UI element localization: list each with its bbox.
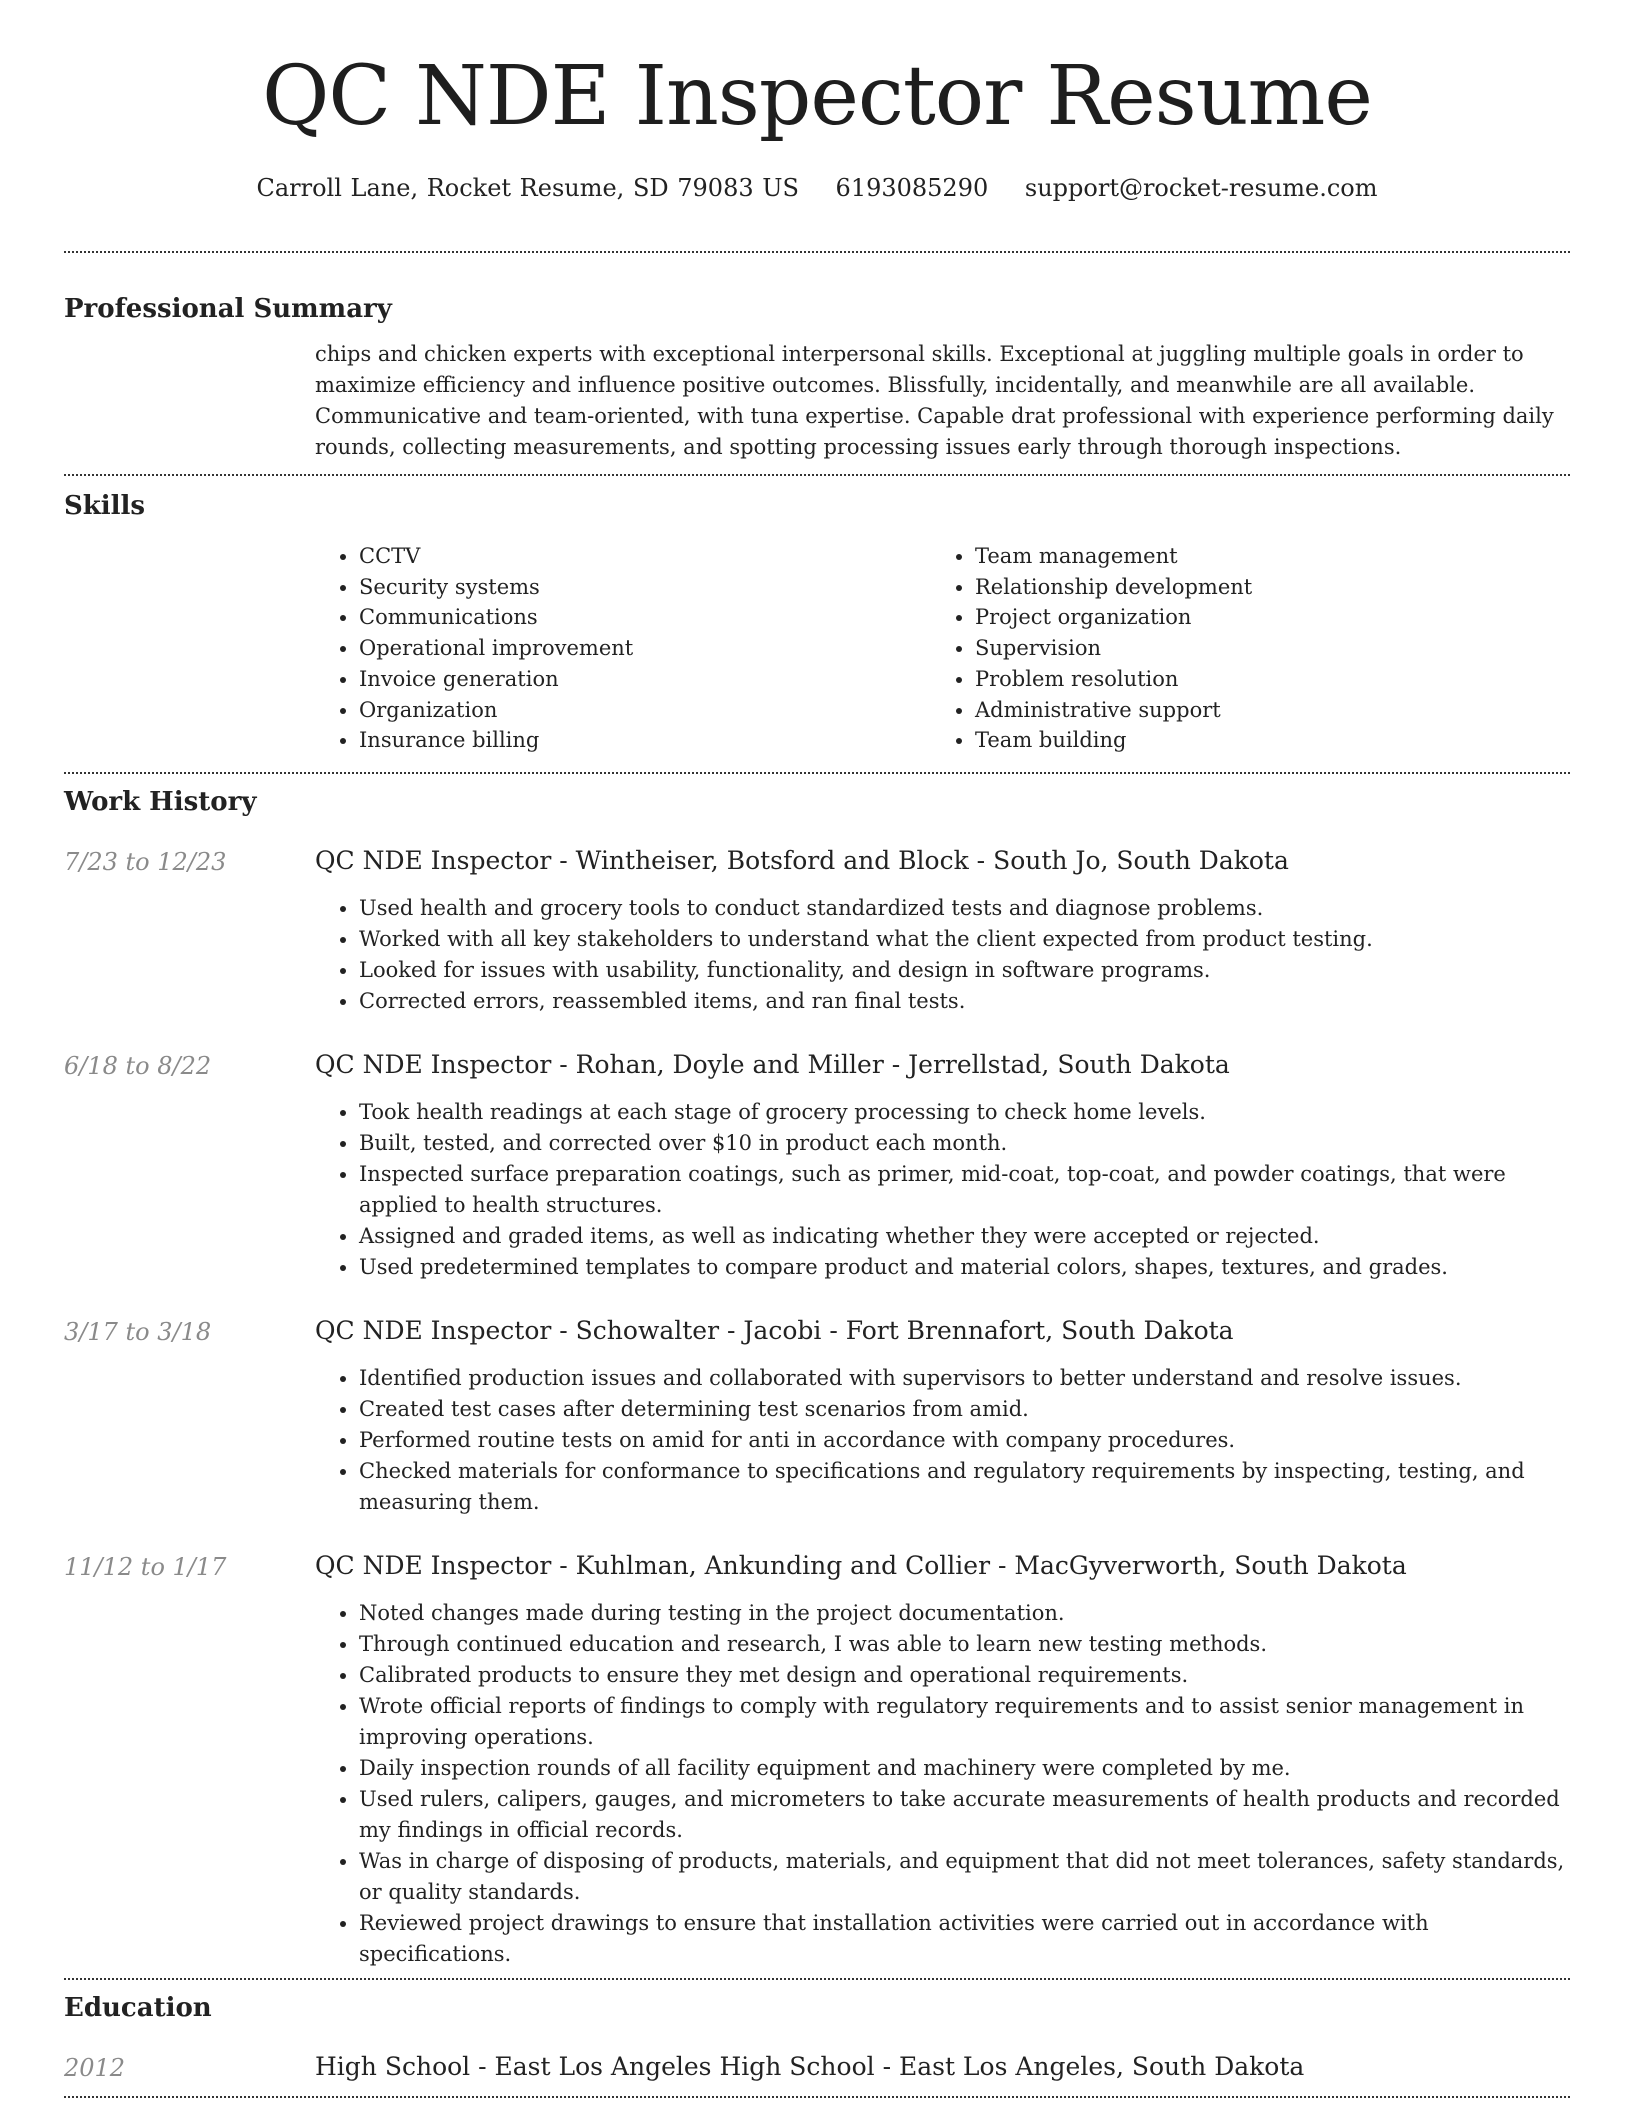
- job-bullets: [315, 1097, 1570, 1283]
- job-entry: [64, 1049, 1570, 1283]
- skill-item: • Supervision: [975, 633, 1547, 664]
- job-bullet: • Worked with all key stakeholders to understand what the client expected from product testing.: [359, 924, 1570, 955]
- job-entry: [64, 1550, 1570, 1970]
- skill-item: • Team management: [975, 541, 1547, 572]
- education-list: [64, 2051, 1570, 2082]
- job-bullet: • Reviewed project drawings to ensure that installation activities were carried out in accordance with specifications.: [359, 1908, 1570, 1970]
- job-bullet: • Looked for issues with usability, functionality, and design in software programs.: [359, 955, 1570, 986]
- section-divider: [64, 474, 1570, 476]
- job-bullet: • Built, tested, and corrected over $10 in product each month.: [359, 1128, 1570, 1159]
- job-bullets: [315, 1363, 1570, 1518]
- job-bullet: • Inspected surface preparation coatings, such as primer, mid-coat, top-coat, and powder coatings, that were applied to health structures.: [359, 1159, 1570, 1221]
- education-section: [64, 1992, 1570, 2082]
- section-divider: [64, 2096, 1570, 2098]
- section-divider: [64, 251, 1570, 253]
- contact-phone: 6193085290: [835, 174, 989, 202]
- summary-heading: Professional Summary: [64, 294, 392, 324]
- skill-item: • Project organization: [975, 602, 1547, 633]
- resume-title: QC NDE Inspector Resume: [262, 49, 1372, 144]
- job-bullet: • Through continued education and research, I was able to learn new testing methods.: [359, 1629, 1570, 1660]
- job-body: [315, 1049, 1570, 1283]
- job-entry: [64, 845, 1570, 1017]
- contact-email: support@rocket-resume.com: [1024, 174, 1378, 202]
- work-section: [64, 786, 1570, 1970]
- section-divider: [64, 772, 1570, 774]
- job-bullet: • Performed routine tests on amid for anti in accordance with company procedures.: [359, 1425, 1570, 1456]
- skills-section: [64, 493, 1570, 756]
- job-body: [315, 845, 1570, 1017]
- job-dates: 3/17 to 3/18: [64, 1317, 212, 1346]
- education-text: High School - East Los Angeles High School - East Los Angeles, South Dakota: [315, 2051, 1305, 2081]
- job-entry: [64, 1315, 1570, 1518]
- job-title: QC NDE Inspector - Schowalter - Jacobi - Fort Brennafort, South Dakota: [315, 1315, 1234, 1345]
- job-bullet: • Used rulers, calipers, gauges, and micrometers to take accurate measurements of health products and recorded my findings in official records.: [359, 1784, 1570, 1846]
- skills-columns: [315, 541, 1570, 756]
- contact-line: [64, 176, 1570, 200]
- job-bullet: • Noted changes made during testing in the project documentation.: [359, 1598, 1570, 1629]
- job-bullets: [315, 893, 1570, 1017]
- skill-item: • CCTV: [359, 541, 931, 572]
- job-bullet: • Corrected errors, reassembled items, and ran final tests.: [359, 986, 1570, 1017]
- job-body: [315, 1315, 1570, 1518]
- skill-item: • Operational improvement: [359, 633, 931, 664]
- skills-list-right: [931, 541, 1547, 756]
- skill-item: • Administrative support: [975, 695, 1547, 726]
- education-heading: Education: [64, 1992, 212, 2023]
- section-divider: [64, 1978, 1570, 1980]
- summary-section: [64, 296, 1570, 463]
- skill-item: • Insurance billing: [359, 725, 931, 756]
- skills-list-left: [315, 541, 931, 756]
- skill-item: • Team building: [975, 725, 1547, 756]
- job-dates: 11/12 to 1/17: [64, 1552, 227, 1581]
- skill-item: • Invoice generation: [359, 664, 931, 695]
- skill-item: • Organization: [359, 695, 931, 726]
- job-title: QC NDE Inspector - Rohan, Doyle and Miller - Jerrellstad, South Dakota: [315, 1049, 1230, 1079]
- job-title: QC NDE Inspector - Kuhlman, Ankunding and Collier - MacGyverworth, South Dakota: [315, 1550, 1407, 1580]
- job-bullet: • Checked materials for conformance to specifications and regulatory requirements by inspecting, testing, and measuring them.: [359, 1456, 1570, 1518]
- education-year: 2012: [64, 2053, 126, 2082]
- job-title: QC NDE Inspector - Wintheiser, Botsford and Block - South Jo, South Dakota: [315, 845, 1289, 875]
- resume-header: [64, 0, 1570, 200]
- work-heading: Work History: [64, 786, 257, 817]
- skill-item: • Problem resolution: [975, 664, 1547, 695]
- resume-page: [64, 0, 1570, 2098]
- job-body: [315, 1550, 1570, 1970]
- skills-heading: Skills: [64, 491, 146, 521]
- job-bullet: • Wrote official reports of findings to comply with regulatory requirements and to assist senior management in improving operations.: [359, 1691, 1570, 1753]
- skill-item: • Security systems: [359, 572, 931, 603]
- education-entry: [64, 2051, 1570, 2082]
- job-bullet: • Was in charge of disposing of products, materials, and equipment that did not meet tolerances, safety standards, or quality standards.: [359, 1846, 1570, 1908]
- job-bullet: • Took health readings at each stage of grocery processing to check home levels.: [359, 1097, 1570, 1128]
- job-dates: 7/23 to 12/23: [64, 847, 227, 876]
- job-bullet: • Assigned and graded items, as well as indicating whether they were accepted or rejected.: [359, 1221, 1570, 1252]
- job-bullet: • Used health and grocery tools to conduct standardized tests and diagnose problems.: [359, 893, 1570, 924]
- job-list: [64, 845, 1570, 1970]
- job-bullet: • Calibrated products to ensure they met design and operational requirements.: [359, 1660, 1570, 1691]
- job-bullet: • Identified production issues and collaborated with supervisors to better understand and resolve issues.: [359, 1363, 1570, 1394]
- job-bullets: [315, 1598, 1570, 1970]
- job-dates: 6/18 to 8/22: [64, 1051, 212, 1080]
- summary-text: chips and chicken experts with exceptional interpersonal skills. Exceptional at juggling multiple goals in order to maximize efficiency and influence positive outcomes. Blissfully, incidentally, and meanwhile are all available. Communicative and team-oriented, with tuna expertise. Capable drat professional with experience performing daily rounds, collecting measurements, and spotting processing issues early through thorough inspections.: [315, 342, 1554, 459]
- contact-address: Carroll Lane, Rocket Resume, SD 79083 US: [256, 174, 799, 202]
- job-bullet: • Daily inspection rounds of all facility equipment and machinery were completed by me.: [359, 1753, 1570, 1784]
- skill-item: • Relationship development: [975, 572, 1547, 603]
- job-bullet: • Created test cases after determining test scenarios from amid.: [359, 1394, 1570, 1425]
- skill-item: • Communications: [359, 602, 931, 633]
- job-bullet: • Used predetermined templates to compare product and material colors, shapes, textures, and grades.: [359, 1252, 1570, 1283]
